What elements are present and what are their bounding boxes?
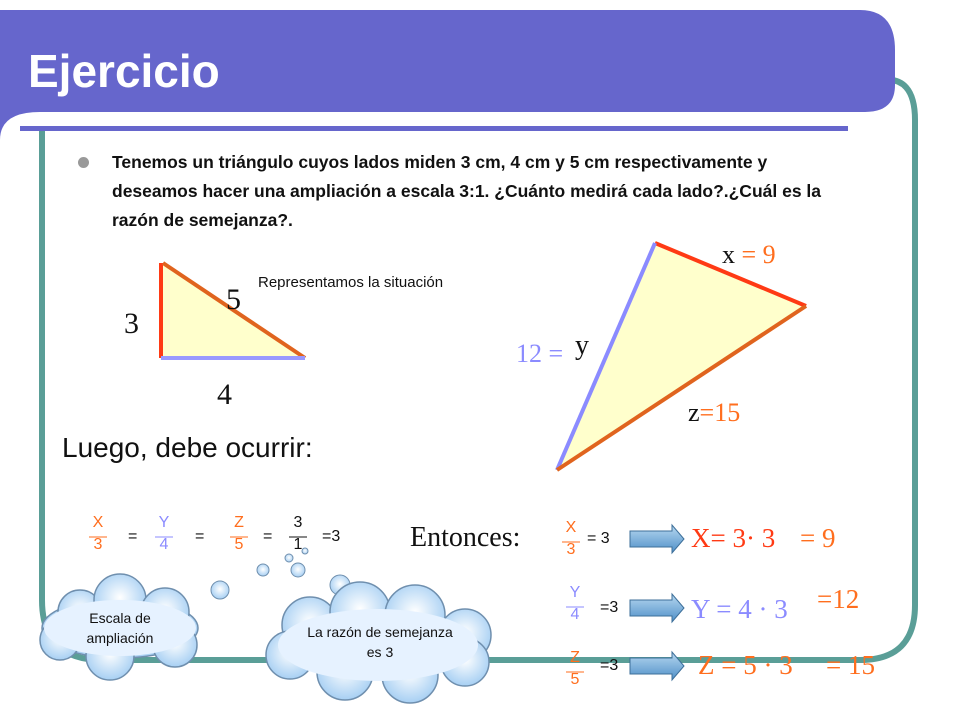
result-fraction-y: Y 4 bbox=[569, 584, 581, 623]
result-eq-y: =3 bbox=[600, 599, 619, 616]
result-fraction-x: X 3 bbox=[565, 519, 577, 558]
entonces-label: Entonces: bbox=[410, 522, 521, 553]
side-label-4: 4 bbox=[217, 378, 232, 411]
label-z: z=15 bbox=[688, 398, 741, 427]
side-label-3: 3 bbox=[124, 307, 139, 340]
label-y: y bbox=[575, 330, 589, 361]
cloud-razon-text: La razón de semejanza es 3 bbox=[307, 624, 453, 660]
fraction-3-1: 3 1 bbox=[293, 514, 303, 553]
luego-heading: Luego, debe ocurrir: bbox=[62, 432, 313, 463]
side-label-5: 5 bbox=[226, 283, 241, 316]
situation-note: Representamos la situación bbox=[258, 274, 444, 291]
ratio-result: =3 bbox=[322, 528, 341, 545]
cloud-escala-text: Escala de ampliación bbox=[86, 610, 154, 646]
arrow-icon bbox=[630, 525, 684, 553]
result-expr-y: Y = 4 · 3 bbox=[691, 594, 788, 624]
label-x: x = 9 bbox=[722, 240, 776, 269]
result-value-y: =12 bbox=[817, 584, 860, 614]
slide-title: Ejercicio bbox=[28, 45, 220, 97]
result-value-z: = 15 bbox=[826, 650, 875, 680]
result-eq-x: = 3 bbox=[587, 530, 610, 547]
result-expr-x: X= 3· 3 bbox=[691, 523, 776, 553]
label-y-value: 12 = bbox=[516, 339, 564, 368]
fraction-x-3: X 3 bbox=[92, 514, 104, 553]
arrow-icon bbox=[630, 652, 684, 680]
equals-sign: = bbox=[128, 528, 138, 545]
result-value-x: = 9 bbox=[800, 523, 836, 553]
equals-sign: = bbox=[263, 528, 273, 545]
result-expr-z: Z = 5 · 3 bbox=[698, 650, 793, 680]
result-eq-z: =3 bbox=[600, 657, 619, 674]
header-underline bbox=[20, 126, 848, 131]
bullet-icon bbox=[78, 157, 89, 168]
equals-sign: = bbox=[195, 528, 205, 545]
problem-statement: Tenemos un triángulo cuyos lados miden 3 cm, 4 cm y 5 cm respectivamente y deseamos hacer una ampliación a escala 3:1. ¿Cuánto medirá cada lado?.¿Cuál es la razón de semejanza?. bbox=[112, 152, 822, 230]
big-triangle bbox=[557, 243, 806, 470]
fraction-z-5: Z 5 bbox=[234, 514, 244, 553]
fraction-y-4: Y 4 bbox=[158, 514, 170, 553]
arrow-icon bbox=[630, 594, 684, 622]
result-fraction-z: Z 5 bbox=[570, 649, 580, 688]
